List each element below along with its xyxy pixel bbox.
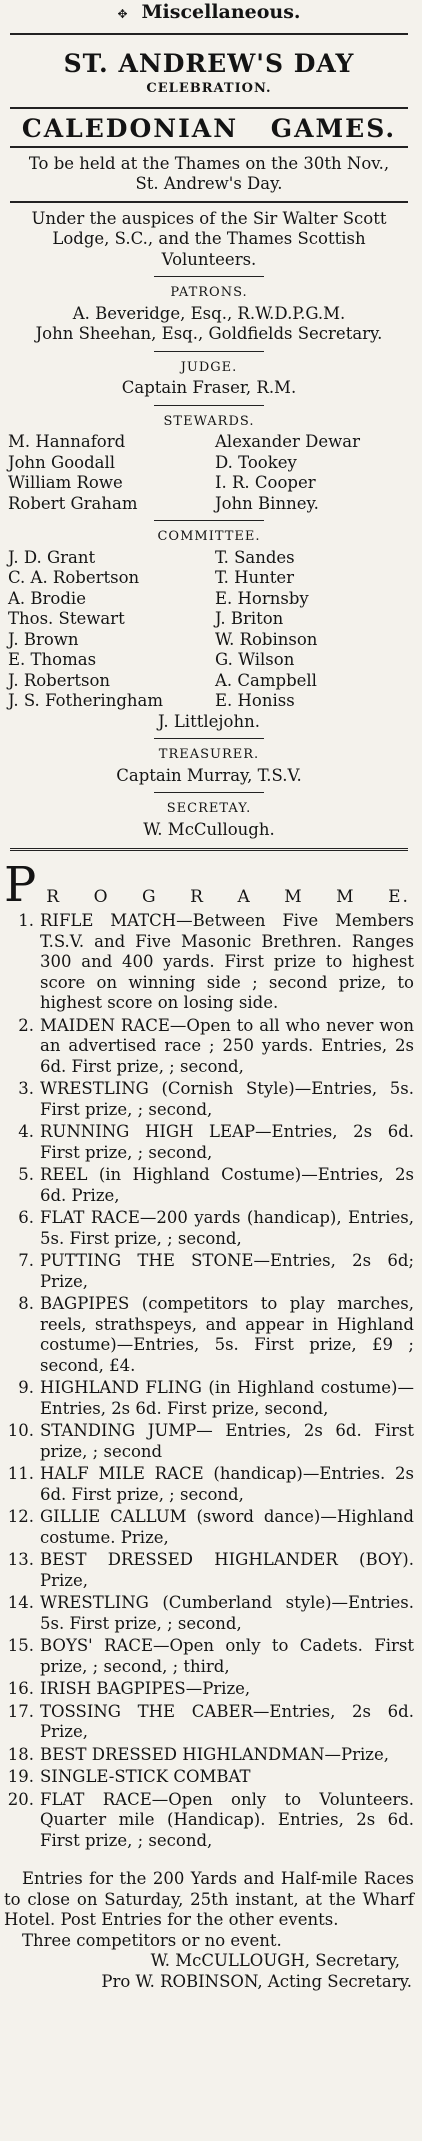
committee-last: J. Littlejohn. xyxy=(158,711,260,731)
programme-item-text: RUNNING HIGH LEAP—Entries, 2s 6d. First prize, ; second, xyxy=(40,1122,414,1162)
newspaper-page xyxy=(0,2,422,2141)
programme-item-text: FLAT RACE—Open only to Volunteers. Quarter mile (Handicap). Entries, 2s 6d. First prize, ; second, xyxy=(40,1789,414,1850)
programme-item xyxy=(4,1593,414,1634)
programme-item-text: IRISH BAGPIPES—Prize, xyxy=(40,1679,251,1698)
treasurer-name: Captain Murray, T.S.V. xyxy=(116,765,302,785)
programme-item xyxy=(4,1016,414,1078)
programme-item-text: STANDING JUMP— Entries, 2s 6d. First prize, ; second xyxy=(40,1421,414,1461)
top-rule xyxy=(10,33,408,35)
programme-item xyxy=(4,1790,414,1852)
patrons-list: A. Beveridge, Esq., R.W.D.P.G.M. John Sheehan, Esq., Goldfields Secretary. xyxy=(35,303,383,343)
programme-heading xyxy=(4,857,414,913)
programme-item-text: BEST DRESSED HIGHLANDER (BOY). Prize, xyxy=(40,1550,414,1590)
programme-item-number: 13. xyxy=(7,1550,34,1569)
programme-item-number: 12. xyxy=(7,1507,34,1526)
programme-item-number: 1. xyxy=(18,911,34,930)
programme-item xyxy=(4,1679,414,1700)
programme-item-number: 8. xyxy=(18,1294,34,1313)
programme-item-number: 16. xyxy=(7,1679,34,1698)
auspices-notice: Under the auspices of the Sir Walter Scott Lodge, S.C., and the Thames Scottish Volunteers. xyxy=(31,208,387,269)
programme-item-number: 11. xyxy=(7,1464,34,1483)
programme-item xyxy=(4,1122,414,1163)
programme-item xyxy=(4,1208,414,1249)
held-notice: To be held at the Thames on the 30th Nov., St. Andrew's Day. xyxy=(28,153,390,193)
event-subtitle: CELEBRATION. xyxy=(146,80,272,96)
treasurer-heading: TREASURER. xyxy=(158,747,260,762)
programme-item xyxy=(4,1745,414,1766)
committee-heading: COMMITTEE. xyxy=(157,529,261,544)
judge-heading: JUDGE. xyxy=(180,359,238,375)
three-competitors: Three competitors or no event. xyxy=(22,1930,282,1950)
programme-item xyxy=(4,1421,414,1462)
programme-item-text: BEST DRESSED HIGHLANDMAN—Prize, xyxy=(40,1744,389,1764)
rule-10 xyxy=(10,848,408,851)
programme-item xyxy=(4,1165,414,1206)
programme-item-number: 14. xyxy=(7,1593,34,1612)
programme-item-text: REEL (in Highland Costume)—Entries, 2s 6d. Prize, xyxy=(40,1165,414,1205)
signature-acting: Pro W. ROBINSON, Acting Secretary. xyxy=(101,1971,412,1991)
programme-item-text: BAGPIPES (competitors to play marches, reels, strathspeys, and appear in Highland costume)—Entries, 5s. First prize, £9 ; second, £4. xyxy=(40,1294,414,1375)
rule-3 xyxy=(10,201,408,203)
programme-item-text: GILLIE CALLUM (sword dance)—Highland costume. Prize, xyxy=(40,1507,414,1547)
programme-item xyxy=(4,1636,414,1677)
programme-item xyxy=(4,1702,414,1743)
programme-item-number: 15. xyxy=(7,1636,34,1655)
judge-name: Captain Fraser, R.M. xyxy=(121,378,297,397)
programme-item-text: WRESTLING (Cumberland style)—Entries. 5s. First prize, ; second, xyxy=(40,1593,414,1633)
programme-item xyxy=(4,1767,414,1788)
rule-4 xyxy=(154,276,264,277)
signature-secretary: W. McCULLOUGH, Secretary, xyxy=(150,1951,400,1970)
stewards-heading: STEWARDS. xyxy=(163,413,255,429)
event-title: ST. ANDREW'S DAY xyxy=(63,48,355,78)
programme-item xyxy=(4,1378,414,1419)
programme-item-text: RIFLE MATCH—Between Five Members T.S.V. and Five Masonic Brethren. Ranges 300 and 400 yards. First prize to highest score on winning side ; second prize, to highest score on losing side. xyxy=(40,911,414,1012)
programme-item-number: 3. xyxy=(18,1079,34,1098)
entries-notice: Entries for the 200 Yards and Half-mile Races to close on Saturday, 25th instant, at the Wharf Hotel. Post Entries for the other events. xyxy=(4,1869,414,1929)
programme-item xyxy=(4,1079,414,1120)
programme-item-number: 17. xyxy=(7,1701,34,1721)
programme-item-text: WRESTLING (Cornish Style)—Entries, 5s. First prize, ; second, xyxy=(40,1079,414,1119)
programme-item xyxy=(4,1507,414,1548)
programme-item-text: HIGHLAND FLING (in Highland costume)—Entries, 2s 6d. First prize, second, xyxy=(40,1378,414,1418)
rule-6 xyxy=(154,405,264,406)
programme-item-text: FLAT RACE—200 yards (handicap), Entries, 5s. First prize, ; second, xyxy=(40,1208,414,1248)
rule-2 xyxy=(10,146,408,148)
programme-item-text: HALF MILE RACE (handicap)—Entries. 2s 6d. First prize, ; second, xyxy=(40,1464,414,1504)
rule-9 xyxy=(154,792,264,793)
programme-initial: P xyxy=(4,857,37,913)
programme-item xyxy=(4,911,414,1014)
footer xyxy=(4,1869,414,1992)
programme-item xyxy=(4,1550,414,1591)
programme-item-number: 7. xyxy=(18,1251,34,1270)
programme-item-number: 9. xyxy=(18,1378,34,1397)
programme-item-text: MAIDEN RACE—Open to all who never won an advertised race ; 250 yards. Entries, 2s 6d. First prize, ; second, xyxy=(40,1015,414,1076)
programme-item-text: TOSSING THE CABER—Entries, 2s 6d. Prize, xyxy=(40,1701,414,1741)
secretary-heading: SECRETAY. xyxy=(166,801,252,816)
rule-8 xyxy=(154,738,264,739)
programme-item-number: 5. xyxy=(18,1165,34,1184)
rule-5 xyxy=(154,351,264,352)
programme-item-number: 20. xyxy=(7,1789,34,1809)
programme-item-number: 6. xyxy=(18,1208,34,1227)
section-label: ✥ Miscellaneous. xyxy=(117,1,301,23)
programme-item-text: SINGLE-STICK COMBAT xyxy=(40,1767,251,1786)
rule-7 xyxy=(154,520,264,521)
patrons-heading: PATRONS. xyxy=(170,285,248,300)
programme-item-number: 2. xyxy=(18,1015,34,1035)
programme-item-text: BOYS' RACE—Open only to Cadets. First prize, ; second, ; third, xyxy=(40,1636,414,1676)
stewards-list: M. Hannaford Alexander Dewar John Goodall D. Tookey William Rowe I. R. Cooper Robert Graham John Binney. xyxy=(8,432,361,513)
programme-item-number: 18. xyxy=(7,1744,34,1764)
committee-list: J. D. Grant T. Sandes C. A. Robertson T. Hunter A. Brodie E. Hornsby Thos. Stewart J. Briton J. Brown W. Robinson E. Thomas G. Wilson J. Robertson A. Campbell J. S. Fotheringham E. Honiss xyxy=(8,547,318,710)
programme-item xyxy=(4,1464,414,1505)
programme-item-text: PUTTING THE STONE—Entries, 2s 6d; Prize, xyxy=(40,1251,414,1291)
ornament-icon: ✥ xyxy=(117,7,128,21)
programme-item-number: 19. xyxy=(7,1767,34,1786)
programme-letters: R O G R A M M E. xyxy=(46,886,410,907)
rule-1 xyxy=(10,107,408,109)
programme-item xyxy=(4,1251,414,1292)
games-title: CALEDONIAN GAMES. xyxy=(21,114,397,143)
programme-item-number: 4. xyxy=(18,1122,34,1141)
programme-item-number: 10. xyxy=(7,1421,34,1440)
programme-list xyxy=(4,911,414,1851)
secretary-name: W. McCullough. xyxy=(143,819,275,839)
programme-item xyxy=(4,1294,414,1376)
